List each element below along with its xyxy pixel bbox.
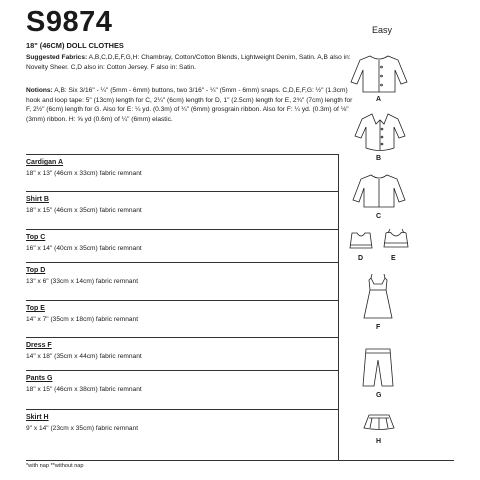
suggested-fabrics-label: Suggested Fabrics: [26,54,88,61]
notions [26,86,356,124]
figure-label: A [376,96,382,103]
section-requirement: 16" x 14" (40cm x 35cm) fabric remnant [26,245,142,252]
top-c-illustration [350,172,408,210]
shirt-b-illustration [352,110,408,154]
section-name: Top E [26,305,45,312]
figure-label: G [376,392,382,399]
section-name: Cardigan A [26,159,64,166]
section-requirement: 14" x 18" (35cm x 44cm) fabric remnant [26,353,142,360]
section-requirement: 9" x 14" (23cm x 35cm) fabric remnant [26,425,139,432]
section-requirement: 18" x 13" (46cm x 33cm) fabric remnant [26,170,142,177]
section-requirement: 14" x 7" (35cm x 18cm) fabric remnant [26,316,139,323]
section-divider [26,370,338,371]
section-divider [26,300,338,301]
suggested-fabrics-text: A,B,C,D,E,F,G,H: Chambray, Cotton/Cotton Blends, Lightweight Denim, Satin. A,B also in: Novelty Sheer. C,D also in: Cotton Jersey. F also in: Satin. [26,54,351,71]
section-divider [26,460,454,461]
section-divider [26,337,338,338]
notions-text: A,B: Six 3/16" - ¼" (5mm - 6mm) buttons, two 3/16" - ¼" (5mm - 6mm) snaps. C,D,E,F,G: ½" (1.3cm) hook and loop tape: 5" (13cm) length for C, 2¼" (6cm) length for D, 1" (2.5cm) length for E, 2¾" (7cm) length for F, 2½" (6cm) length for G. Also for E: ¼ yd. (0.3m) of ¼" (6mm) grosgrain ribbon. Also for F: ¼ yd. (0.3m) of ⅛" (3mm) ribbon. H: ⅝ yd (0.6m) of ¼" (6mm) elastic. [26,87,353,123]
top-e-illustration [382,229,410,251]
pants-g-illustration [360,346,396,390]
section-name: Top D [26,267,46,274]
figure-label: C [376,213,382,220]
section-divider [26,154,338,155]
figure-label: H [376,438,382,445]
section-divider [26,191,338,192]
skirt-h-illustration [362,412,396,432]
section-name: Top C [26,234,46,241]
section-name: Pants G [26,375,53,382]
cardigan-a-illustration [348,52,410,94]
section-name: Shirt B [26,196,49,203]
figure-label: B [376,155,382,162]
figure-label: D [358,255,364,262]
section-name: Dress F [26,342,52,349]
difficulty-label: Easy [372,25,393,35]
section-requirement: 13" x 6" (33cm x 14cm) fabric remnant [26,278,139,285]
page-title: 18" (46CM) DOLL CLOTHES [26,41,124,50]
figure-label: F [376,324,381,331]
dress-f-illustration [360,276,396,322]
notions-label: Notions: [26,87,53,94]
top-d-illustration [348,230,374,252]
column-divider [338,154,339,460]
pattern-number: S9874 [26,6,113,38]
section-name: Skirt H [26,414,49,421]
section-divider [26,229,338,230]
suggested-fabrics [26,53,356,72]
section-requirement: 18" x 15" (46cm x 38cm) fabric remnant [26,386,142,393]
section-divider [26,409,338,410]
section-requirement: 18" x 15" (46cm x 35cm) fabric remnant [26,207,142,214]
section-divider [26,262,338,263]
figure-label: E [391,255,396,262]
nap-footnote: *with nap **without nap [26,463,84,469]
